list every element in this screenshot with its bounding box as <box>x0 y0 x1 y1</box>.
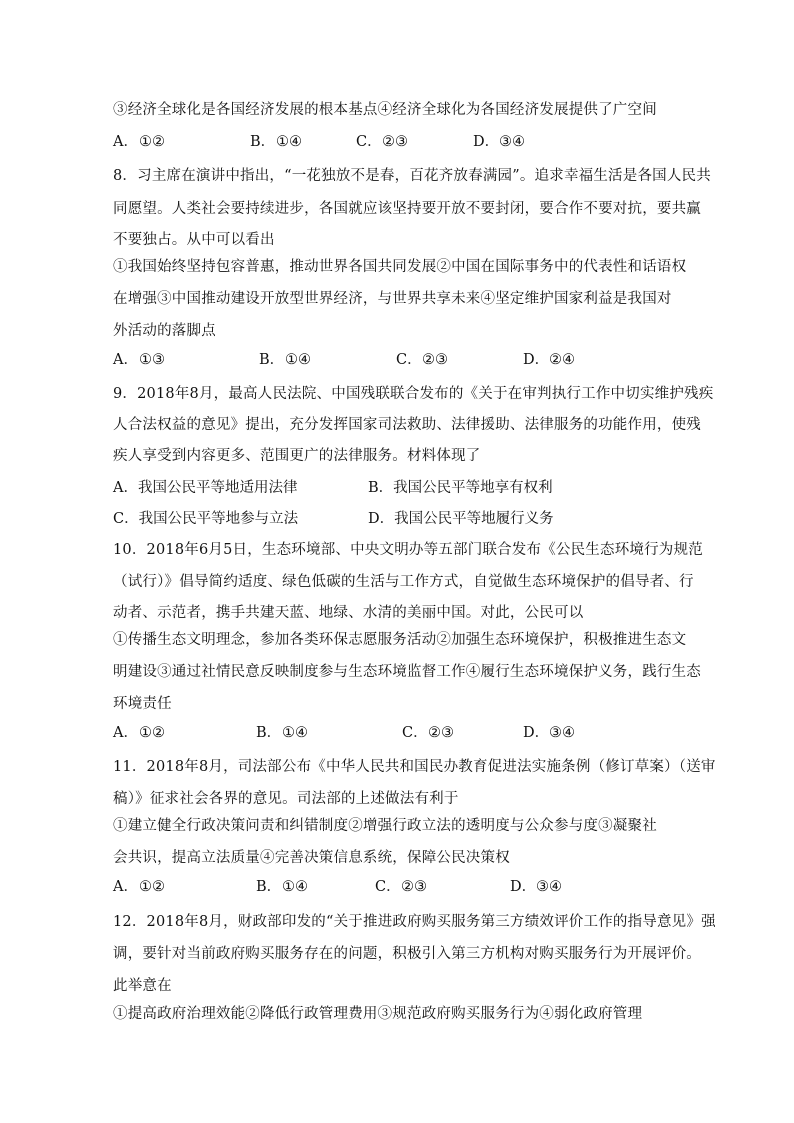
q9-stem-line-1: 9．2018年8月，最高人民法院、中国残联联合发布的《关于在审判执行工作中切实维护残疾 <box>113 386 714 402</box>
q10-statements-line-1: ①传播生态文明理念，参加各类环保志愿服务活动②加强生态环境保护，积极推进生态文 <box>113 632 687 648</box>
q11-option-a: A．①② <box>113 879 165 895</box>
q8-option-c: C．②③ <box>396 352 448 368</box>
q10-statements-line-3: 环境责任 <box>113 696 172 712</box>
q10-option-d: D．③④ <box>523 725 575 741</box>
q11-statements-line-2: 会共识，提高立法质量④完善决策信息系统，保障公民决策权 <box>113 850 510 866</box>
q7-statement-line: ③经济全球化是各国经济发展的根本基点④经济全球化为各国经济发展提供了广空间 <box>113 102 657 118</box>
q9-stem-line-2: 人合法权益的意见》提出，充分发挥国家司法救助、法律援助、法律服务的功能作用，使残 <box>113 417 701 433</box>
q8-option-b: B．①④ <box>259 352 311 368</box>
q11-option-d: D．③④ <box>510 879 562 895</box>
q11-option-c: C．②③ <box>375 879 427 895</box>
q9-option-b: B．我国公民平等地享有权利 <box>368 480 553 496</box>
q7-option-d: D．③④ <box>473 134 525 150</box>
q7-option-c: C．②③ <box>356 134 408 150</box>
q11-option-b: B．①④ <box>256 879 308 895</box>
q11-stem-line-1: 11．2018年8月，司法部公布《中华人民共和国民办教育促进法实施条例（修订草案）（送审 <box>113 759 716 775</box>
q10-stem-line-1: 10．2018年6月5日，生态环境部、中央文明办等五部门联合发布《公民生态环境行为规范 <box>113 542 703 558</box>
q12-statements-line-1: ①提高政府治理效能②降低行政管理费用③规范政府购买服务行为④弱化政府管理 <box>113 1006 643 1022</box>
q10-statements-line-2: 明建设③通过社情民意反映制度参与生态环境监督工作④履行生态环境保护义务，践行生态 <box>113 664 701 680</box>
q8-stem-line-2: 同愿望。人类社会要持续进步，各国就应该坚持要开放不要封闭，要合作不要对抗，要共赢 <box>113 201 701 217</box>
q10-option-a: A．①② <box>113 725 165 741</box>
q12-stem-line-3: 此举意在 <box>113 978 172 994</box>
q7-option-b: B．①④ <box>250 134 302 150</box>
q7-option-a: A．①② <box>113 134 165 150</box>
q9-option-c: C．我国公民平等地参与立法 <box>113 511 299 527</box>
q8-stem-line-3: 不要独占。从中可以看出 <box>113 232 275 248</box>
q12-stem-line-2: 调，要针对当前政府购买服务存在的问题，积极引入第三方机构对购买服务行为开展评价。 <box>113 946 701 962</box>
q8-statements-line-2: 在增强③中国推动建设开放型世界经济，与世界共享未来④坚定维护国家利益是我国对 <box>113 291 672 307</box>
q11-stem-line-2: 稿）》征求社会各界的意见。司法部的上述做法有利于 <box>113 791 459 807</box>
q11-statements-line-1: ①建立健全行政决策问责和纠错制度②增强行政立法的透明度与公众参与度③凝聚社 <box>113 818 657 834</box>
q8-option-a: A．①③ <box>113 352 165 368</box>
q8-option-d: D．②④ <box>523 352 575 368</box>
q8-statements-line-3: 外活动的落脚点 <box>113 323 216 339</box>
q9-stem-line-3: 疾人享受到内容更多、范围更广的法律服务。材料体现了 <box>113 448 481 464</box>
q10-stem-line-2: （试行）》倡导简约适度、绿色低碳的生活与工作方式，自觉做生态环境保护的倡导者、行 <box>113 574 694 590</box>
q9-option-a: A．我国公民平等地适用法律 <box>113 480 298 496</box>
q10-option-c: C．②③ <box>402 725 454 741</box>
q10-option-b: B．①④ <box>256 725 308 741</box>
q9-option-d: D．我国公民平等地履行义务 <box>368 511 554 527</box>
q8-stem-line-1: 8．习主席在演讲中指出，“一花独放不是春，百花齐放春满园”。追求幸福生活是各国人民共 <box>113 168 711 184</box>
q12-stem-line-1: 12．2018年8月，财政部印发的“关于推进政府购买服务第三方绩效评价工作的指导意见》强 <box>113 914 716 930</box>
q10-stem-line-3: 动者、示范者，携手共建天蓝、地绿、水清的美丽中国。对此，公民可以 <box>113 605 584 621</box>
q8-statements-line-1: ①我国始终坚持包容普惠，推动世界各国共同发展②中国在国际事务中的代表性和话语权 <box>113 259 687 275</box>
